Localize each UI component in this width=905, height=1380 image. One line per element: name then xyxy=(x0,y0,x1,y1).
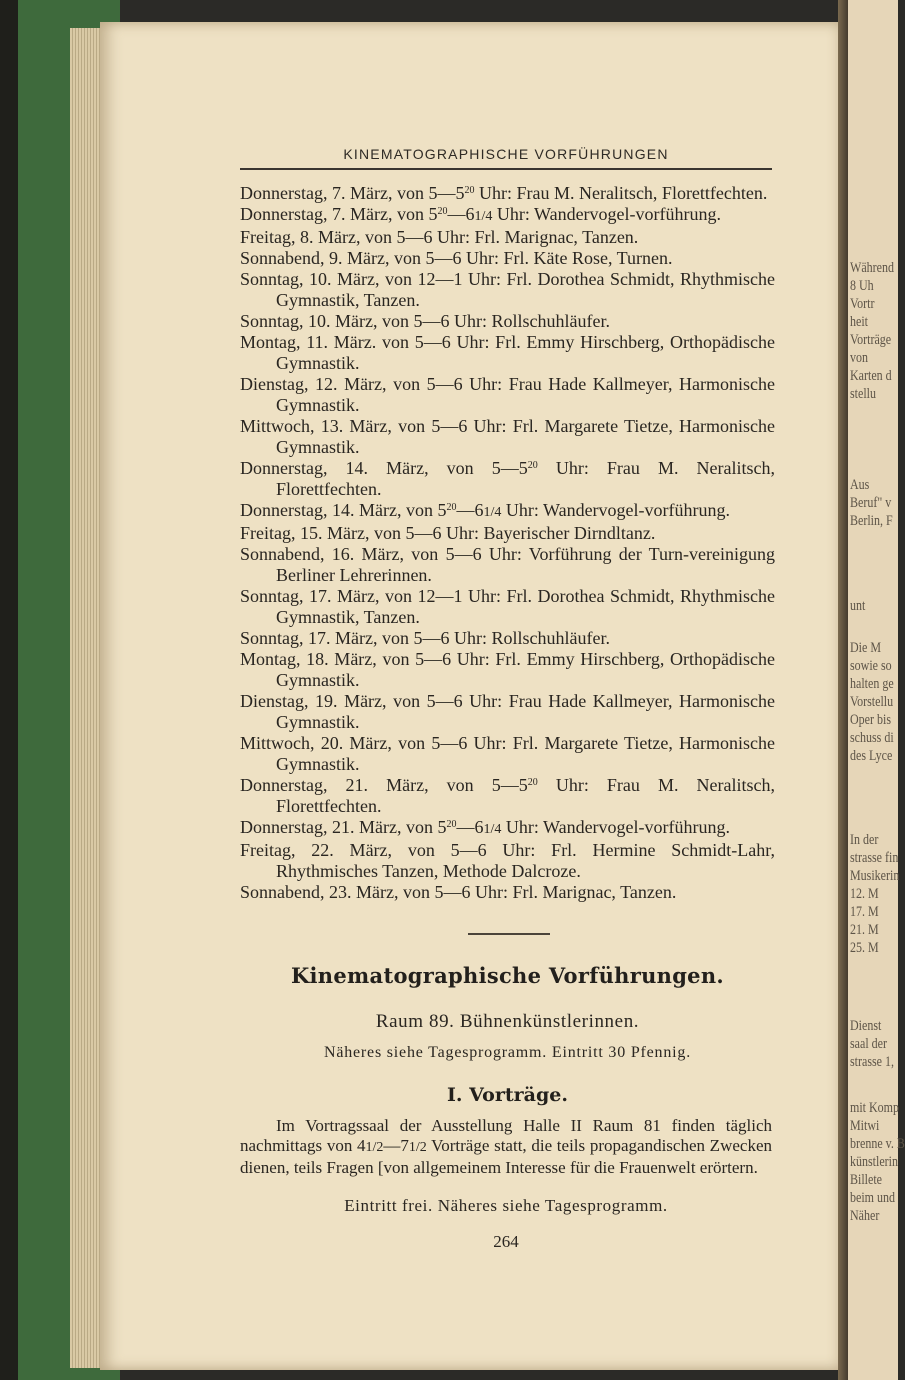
adjacent-page-text: des Lyce xyxy=(850,746,893,764)
adjacent-page-text: von xyxy=(850,348,868,366)
schedule-entry: Sonnabend, 16. März, von 5—6 Uhr: Vorführung der Turn-vereinigung Berliner Lehrerinnen. xyxy=(240,544,775,585)
lecture-paragraph xyxy=(240,1116,772,1178)
adjacent-page-text: Vorstellu xyxy=(850,692,894,710)
schedule-entry: Freitag, 8. März, von 5—6 Uhr: Frl. Marignac, Tanzen. xyxy=(240,227,639,247)
section-title: Kinematographische Vorführungen. xyxy=(290,963,725,988)
running-head-rule xyxy=(240,168,772,170)
adjacent-page-fragment xyxy=(848,0,905,1380)
schedule-entry: Donnerstag, 7. März, von $5^{20}—61/4$ Uhr: Wandervogel-vorführung. xyxy=(240,204,722,224)
adjacent-page-text: Dienst xyxy=(850,1016,882,1034)
adjacent-page-text: saal der xyxy=(850,1034,887,1052)
adjacent-page-text: halten ge xyxy=(850,674,894,692)
schedule-entry: Sonntag, 17. März, von 12—1 Uhr: Frl. Dorothea Schmidt, Rhythmische Gymnastik, Tanzen. xyxy=(240,586,775,627)
admission-line: Eintritt frei. Näheres siehe Tagesprogramm. xyxy=(344,1196,668,1215)
adjacent-page-text: Mitwi xyxy=(850,1116,880,1134)
schedule-entry: Sonntag, 10. März, von 12—1 Uhr: Frl. Dorothea Schmidt, Rhythmische Gymnastik, Tanzen. xyxy=(240,269,775,310)
schedule-entry: Donnerstag, 7. März, von $5—5^{20}$ Uhr: Frau M. Neralitsch, Florettfechten. xyxy=(240,183,768,203)
running-head: KINEMATOGRAPHISCHE VORFÜHRUNGEN xyxy=(343,146,669,162)
page-number: 264 xyxy=(493,1232,519,1251)
adjacent-page-text: Während xyxy=(850,258,894,276)
schedule-entry: Montag, 18. März, von 5—6 Uhr: Frl. Emmy Hirschberg, Orthopädische Gymnastik. xyxy=(240,649,775,690)
info-line: Näheres siehe Tagesprogramm. Eintritt 30 Pfennig. xyxy=(323,1044,692,1061)
schedule-entry: Mittwoch, 13. März, von 5—6 Uhr: Frl. Margarete Tietze, Harmonische Gymnastik. xyxy=(240,416,775,457)
adjacent-page-text: Oper bis xyxy=(850,710,891,728)
adjacent-page-text: Karten d xyxy=(850,366,892,384)
schedule-entry: Sonntag, 17. März, von 5—6 Uhr: Rollschuhläufer. xyxy=(240,628,610,648)
schedule-entry: Donnerstag, 21. März, von $5—5^{20}$ Uhr: Frau M. Neralitsch, Florettfechten. xyxy=(240,775,775,816)
adjacent-page-text: In der xyxy=(850,830,879,848)
adjacent-page-text: strasse fin xyxy=(850,848,899,866)
schedule-list xyxy=(240,183,775,903)
schedule-entry: Donnerstag, 14. März, von $5^{20}—61/4$ Uhr: Wandervogel-vorführung. xyxy=(240,500,731,520)
cover-dark-edge xyxy=(0,0,18,1380)
schedule-entry: Sonnabend, 23. März, von 5—6 Uhr: Frl. Marignac, Tanzen. xyxy=(240,882,677,902)
adjacent-page-text: brenne v. B xyxy=(850,1134,905,1152)
section-divider xyxy=(468,933,550,935)
adjacent-page-text: sowie so xyxy=(850,656,892,674)
schedule-entry: Sonntag, 10. März, von 5—6 Uhr: Rollschuhläufer. xyxy=(240,311,610,331)
schedule-entry: Donnerstag, 14. März, von $5—5^{20}$ Uhr: Frau M. Neralitsch, Florettfechten. xyxy=(240,458,775,499)
adjacent-page-text: 21. M xyxy=(850,920,879,938)
adjacent-page-text: Vortr xyxy=(850,294,875,312)
adjacent-page-text: Vorträge xyxy=(850,330,892,348)
adjacent-page-text: Näher xyxy=(850,1206,880,1224)
schedule-entry: Donnerstag, 21. März, von $5^{20}—61/4$ Uhr: Wandervogel-vorführung. xyxy=(240,817,731,837)
adjacent-page-text: beim und xyxy=(850,1188,895,1206)
adjacent-page-text: Musikerin xyxy=(850,866,900,884)
adjacent-page-text: heit xyxy=(850,312,868,330)
schedule-entry: Mittwoch, 20. März, von 5—6 Uhr: Frl. Margarete Tietze, Harmonische Gymnastik. xyxy=(240,733,775,774)
adjacent-page-text: Aus xyxy=(850,475,870,493)
subsection-title: I. Vorträge. xyxy=(447,1084,568,1106)
adjacent-page-text: Beruf" v xyxy=(850,493,892,511)
adjacent-page-text: 17. M xyxy=(850,902,879,920)
schedule-entry: Freitag, 22. März, von 5—6 Uhr: Frl. Hermine Schmidt-Lahr, Rhythmisches Tanzen, Methode Dalcroze. xyxy=(240,840,775,881)
adjacent-page-text: künstlerin xyxy=(850,1152,898,1170)
adjacent-page-text: 12. M xyxy=(850,884,879,902)
fraction: 1/2 xyxy=(365,1140,384,1155)
adjacent-page-text: Berlin, F xyxy=(850,511,893,529)
adjacent-page-text: 8 Uh xyxy=(850,276,874,294)
room-line: Raum 89. Bühnenkünstlerinnen. xyxy=(375,1011,640,1032)
adjacent-page-text: Die M xyxy=(850,638,881,656)
schedule-entry: Dienstag, 19. März, von 5—6 Uhr: Frau Hade Kallmeyer, Harmonische Gymnastik. xyxy=(240,691,775,732)
adjacent-page-text: stellu xyxy=(850,384,876,402)
schedule-entry: Sonnabend, 9. März, von 5—6 Uhr: Frl. Käte Rose, Turnen. xyxy=(240,248,673,268)
adjacent-page-text: unt xyxy=(850,596,866,614)
adjacent-page-text: Billete xyxy=(850,1170,882,1188)
schedule-entry: Montag, 11. März. von 5—6 Uhr: Frl. Emmy Hirschberg, Orthopädische Gymnastik. xyxy=(240,332,775,373)
adjacent-page-text: mit Komp xyxy=(850,1098,900,1116)
schedule-entry: Freitag, 15. März, von 5—6 Uhr: Bayerischer Dirndltanz. xyxy=(240,523,656,543)
adjacent-page-text: 25. M xyxy=(850,938,879,956)
fraction: 1/2 xyxy=(408,1140,427,1155)
lecture-paragraph-text: Im Vortragssaal der Ausstellung Halle II Raum 81 finden täglich nachmittags von 41/2—71/2 Vorträge statt, die teils propagandischen Zwecken dienen, teils Fragen [von allgemeinem Interesse für die Frauenwelt erörtern. xyxy=(240,1116,772,1177)
schedule-entry: Dienstag, 12. März, von 5—6 Uhr: Frau Hade Kallmeyer, Harmonische Gymnastik. xyxy=(240,374,775,415)
adjacent-page-text: strasse 1, xyxy=(850,1052,894,1070)
adjacent-page-text: schuss di xyxy=(850,728,894,746)
